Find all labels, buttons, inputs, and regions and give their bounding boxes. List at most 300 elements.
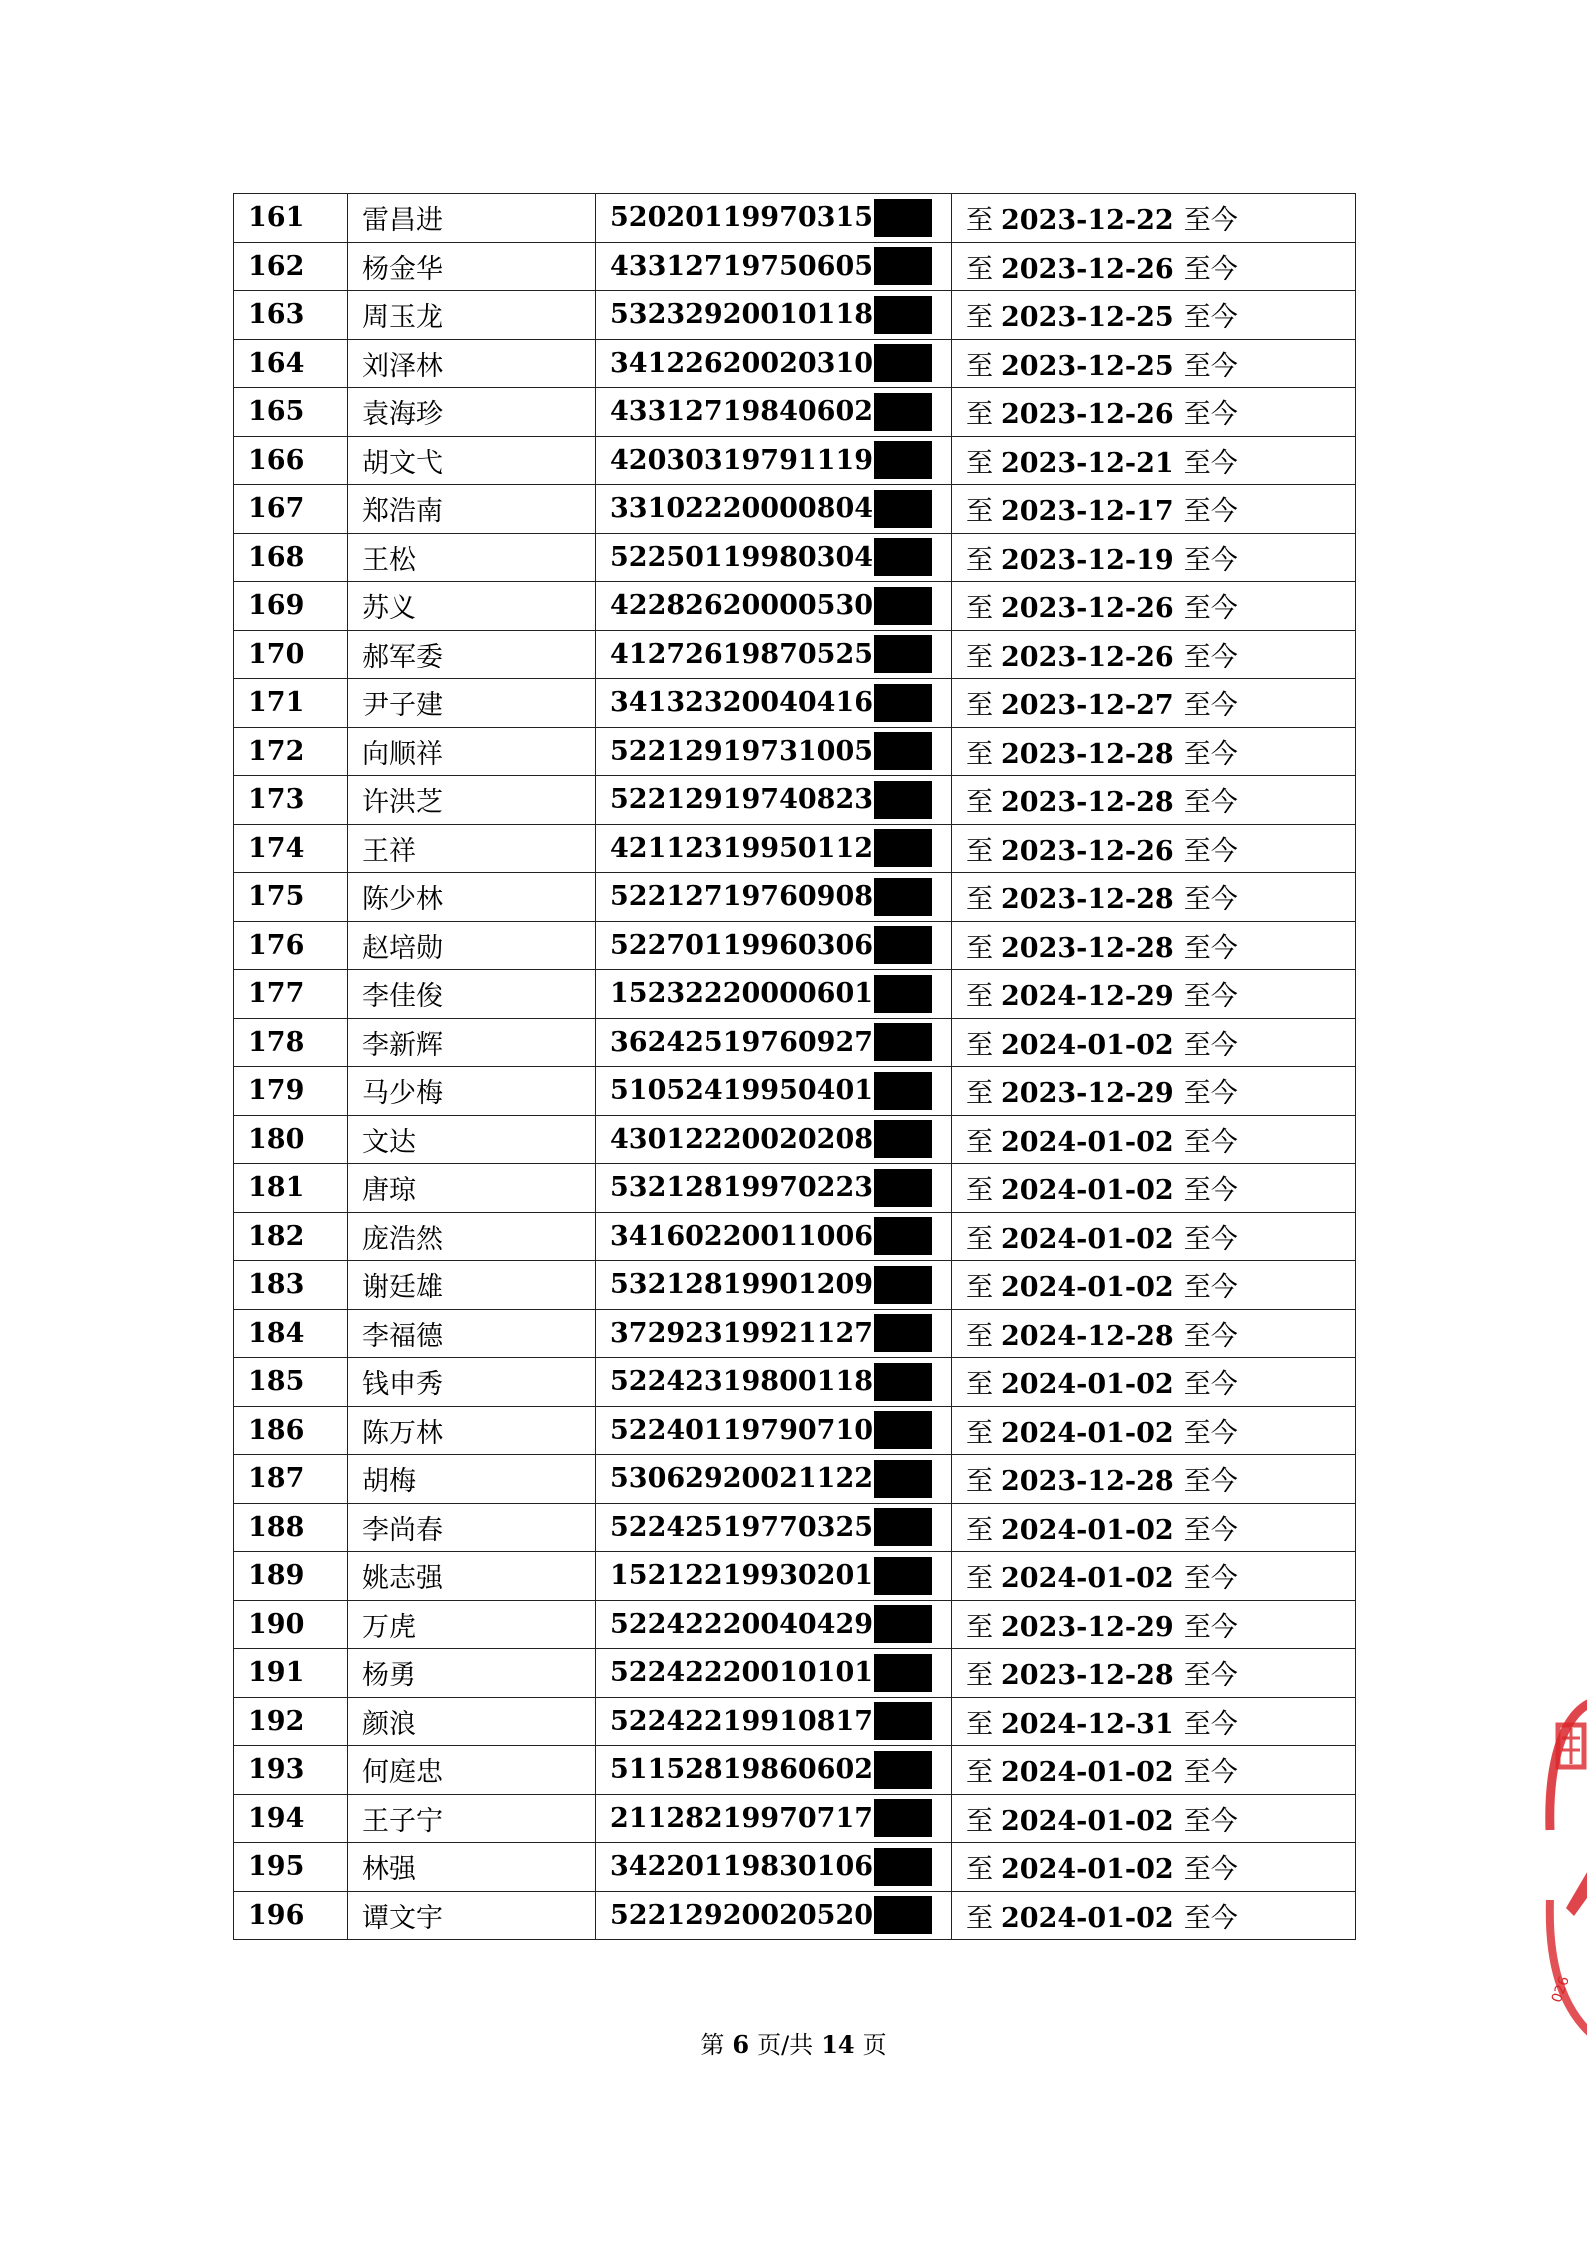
period-cell (952, 1600, 1356, 1649)
footer-prefix: 第 (700, 2031, 725, 2059)
period-date: 2024-01-02 (1001, 1854, 1174, 1886)
period-start-label: 至 (966, 350, 993, 382)
period-start-label: 至 (966, 302, 993, 334)
period-start-label: 至 (966, 1854, 993, 1886)
id-cell (596, 1212, 952, 1261)
name-cell (348, 1794, 596, 1843)
name-cell (348, 1649, 596, 1698)
row-number: 180 (248, 1123, 305, 1155)
period-start-label: 至 (966, 738, 993, 770)
period-date: 2024-01-02 (1001, 1272, 1174, 1304)
person-name: 林强 (362, 1854, 416, 1886)
redaction-block (874, 296, 932, 334)
period-end-label: 至今 (1183, 884, 1238, 916)
period-end-label: 至今 (1183, 1466, 1238, 1498)
row-number-cell (234, 873, 348, 922)
id-number: 43012220020208 (610, 1123, 874, 1155)
table-row (234, 194, 1356, 243)
period-end-label: 至今 (1183, 1369, 1238, 1401)
id-number: 52212920020520 (610, 1899, 874, 1931)
id-number: 33102220000804 (610, 493, 874, 525)
period-date: 2023-12-26 (1001, 253, 1174, 285)
period-end-label: 至今 (1183, 1902, 1238, 1934)
period-date: 2024-01-02 (1001, 1902, 1174, 1934)
id-cell (596, 1164, 952, 1213)
period-start-label: 至 (966, 690, 993, 722)
period-start-label: 至 (966, 496, 993, 528)
row-number-cell (234, 970, 348, 1019)
id-number: 53212819970223 (610, 1172, 874, 1204)
row-number-cell (234, 388, 348, 437)
redaction-block (874, 878, 932, 916)
period-start-label: 至 (966, 1417, 993, 1449)
row-number-cell (234, 1600, 348, 1649)
redaction-block (874, 926, 932, 964)
id-number: 52242219910817 (610, 1705, 874, 1737)
id-cell (596, 1455, 952, 1504)
row-number: 182 (248, 1220, 305, 1252)
period-start-label: 至 (966, 447, 993, 479)
period-cell (952, 873, 1356, 922)
name-cell (348, 1455, 596, 1504)
id-number: 41272619870525 (610, 638, 874, 670)
period-date: 2024-01-02 (1001, 1369, 1174, 1401)
id-number: 42282620000530 (610, 590, 874, 622)
footer-total-pages: 14 (821, 2030, 855, 2059)
table-row (234, 291, 1356, 340)
id-number: 52250119980304 (610, 541, 874, 573)
table-row (234, 1794, 1356, 1843)
person-name: 李新辉 (362, 1029, 443, 1061)
id-cell (596, 1600, 952, 1649)
row-number: 169 (248, 590, 305, 622)
table-row (234, 339, 1356, 388)
row-number: 166 (248, 444, 305, 476)
period-date: 2024-01-02 (1001, 1417, 1174, 1449)
period-start-label: 至 (966, 787, 993, 819)
period-date: 2024-12-31 (1001, 1708, 1174, 1740)
redaction-block (874, 732, 932, 770)
period-date: 2024-01-02 (1001, 1223, 1174, 1255)
row-number-cell (234, 485, 348, 534)
id-cell (596, 1843, 952, 1892)
redaction-block (874, 1460, 932, 1498)
period-cell (952, 1018, 1356, 1067)
row-number: 163 (248, 299, 305, 331)
row-number-cell (234, 921, 348, 970)
row-number: 167 (248, 493, 305, 525)
person-name: 万虎 (362, 1611, 416, 1643)
table-row (234, 1406, 1356, 1455)
row-number: 186 (248, 1414, 305, 1446)
period-end-label: 至今 (1183, 1708, 1238, 1740)
period-date: 2023-12-28 (1001, 884, 1174, 916)
period-cell (952, 1261, 1356, 1310)
name-cell (348, 436, 596, 485)
name-cell (348, 1843, 596, 1892)
period-start-label: 至 (966, 835, 993, 867)
redaction-block (874, 829, 932, 867)
row-number-cell (234, 1794, 348, 1843)
redaction-block (874, 1217, 932, 1255)
name-cell (348, 1746, 596, 1795)
row-number: 184 (248, 1317, 305, 1349)
id-cell (596, 776, 952, 825)
period-date: 2024-01-02 (1001, 1757, 1174, 1789)
id-cell (596, 582, 952, 631)
row-number-cell (234, 533, 348, 582)
period-date: 2023-12-28 (1001, 1466, 1174, 1498)
period-start-label: 至 (966, 1175, 993, 1207)
name-cell (348, 291, 596, 340)
row-number: 177 (248, 978, 305, 1010)
name-cell (348, 582, 596, 631)
id-cell (596, 242, 952, 291)
name-cell (348, 1503, 596, 1552)
id-cell (596, 1018, 952, 1067)
id-number: 34122620020310 (610, 347, 874, 379)
period-date: 2023-12-17 (1001, 496, 1174, 528)
footer-middle: 页/共 (757, 2031, 814, 2059)
period-date: 2023-12-19 (1001, 544, 1174, 576)
redaction-block (874, 684, 932, 722)
period-date: 2023-12-26 (1001, 399, 1174, 431)
id-cell (596, 970, 952, 1019)
row-number: 190 (248, 1608, 305, 1640)
period-date: 2023-12-25 (1001, 302, 1174, 334)
person-name: 胡文弋 (362, 447, 443, 479)
period-end-label: 至今 (1183, 1660, 1238, 1692)
period-start-label: 至 (966, 593, 993, 625)
period-date: 2024-01-02 (1001, 1029, 1174, 1061)
id-number: 42030319791119 (610, 444, 874, 476)
period-end-label: 至今 (1183, 787, 1238, 819)
period-cell (952, 824, 1356, 873)
period-cell (952, 339, 1356, 388)
period-cell (952, 1455, 1356, 1504)
period-start-label: 至 (966, 1369, 993, 1401)
period-cell (952, 1503, 1356, 1552)
table-row (234, 1649, 1356, 1698)
id-number: 53212819901209 (610, 1269, 874, 1301)
row-number: 192 (248, 1705, 305, 1737)
id-cell (596, 339, 952, 388)
name-cell (348, 1600, 596, 1649)
period-start-label: 至 (966, 1466, 993, 1498)
period-start-label: 至 (966, 1902, 993, 1934)
row-number-cell (234, 1843, 348, 1892)
period-start-label: 至 (966, 1320, 993, 1352)
period-date: 2023-12-29 (1001, 1078, 1174, 1110)
period-end-label: 至今 (1183, 1757, 1238, 1789)
person-name: 杨金华 (362, 253, 443, 285)
table-row (234, 1891, 1356, 1940)
row-number: 183 (248, 1269, 305, 1301)
redaction-block (874, 635, 932, 673)
svg-text:026: 026 (1548, 1974, 1573, 2005)
period-cell (952, 1891, 1356, 1940)
name-cell (348, 1697, 596, 1746)
person-name: 雷昌进 (362, 205, 443, 237)
redaction-block (874, 1411, 932, 1449)
id-number: 34132320040416 (610, 687, 874, 719)
table-row (234, 1455, 1356, 1504)
period-end-label: 至今 (1183, 641, 1238, 673)
period-cell (952, 1164, 1356, 1213)
person-name: 袁海珍 (362, 399, 443, 431)
id-cell (596, 291, 952, 340)
id-cell (596, 1503, 952, 1552)
table-row (234, 970, 1356, 1019)
period-end-label: 至今 (1183, 738, 1238, 770)
person-name: 颜浪 (362, 1708, 416, 1740)
table-row (234, 921, 1356, 970)
name-cell (348, 727, 596, 776)
period-start-label: 至 (966, 1126, 993, 1158)
person-name: 王祥 (362, 835, 416, 867)
period-cell (952, 242, 1356, 291)
period-cell (952, 921, 1356, 970)
period-cell (952, 1358, 1356, 1407)
seal-stamp-icon (1540, 1680, 1587, 2060)
person-name: 谢廷雄 (362, 1272, 443, 1304)
person-name: 谭文宇 (362, 1902, 443, 1934)
id-cell (596, 630, 952, 679)
id-cell (596, 1891, 952, 1940)
redaction-block (874, 199, 932, 237)
period-cell (952, 679, 1356, 728)
redaction-block (874, 1799, 932, 1837)
period-cell (952, 436, 1356, 485)
table-row (234, 1843, 1356, 1892)
id-cell (596, 824, 952, 873)
period-date: 2023-12-26 (1001, 641, 1174, 673)
redaction-block (874, 1654, 932, 1692)
period-end-label: 至今 (1183, 1563, 1238, 1595)
table-row (234, 1164, 1356, 1213)
row-number: 165 (248, 396, 305, 428)
id-cell (596, 194, 952, 243)
row-number-cell (234, 1697, 348, 1746)
period-start-label: 至 (966, 1563, 993, 1595)
table-row (234, 1309, 1356, 1358)
table-row (234, 1697, 1356, 1746)
row-number-cell (234, 339, 348, 388)
table-row (234, 1018, 1356, 1067)
period-date: 2023-12-27 (1001, 690, 1174, 722)
period-start-label: 至 (966, 1611, 993, 1643)
period-date: 2023-12-26 (1001, 593, 1174, 625)
row-number-cell (234, 1115, 348, 1164)
row-number-cell (234, 1503, 348, 1552)
id-number: 15212219930201 (610, 1560, 874, 1592)
person-name: 郝军委 (362, 641, 443, 673)
row-number: 194 (248, 1802, 305, 1834)
row-number: 187 (248, 1463, 305, 1495)
table-row (234, 873, 1356, 922)
table-row (234, 1212, 1356, 1261)
redaction-block (874, 781, 932, 819)
row-number: 162 (248, 250, 305, 282)
redaction-block (874, 393, 932, 431)
id-number: 52212719760908 (610, 881, 874, 913)
name-cell (348, 1552, 596, 1601)
person-name: 陈少林 (362, 884, 443, 916)
period-cell (952, 1212, 1356, 1261)
id-number: 52212919740823 (610, 784, 874, 816)
row-number: 178 (248, 1026, 305, 1058)
period-cell (952, 1115, 1356, 1164)
id-number: 52242220040429 (610, 1608, 874, 1640)
row-number-cell (234, 776, 348, 825)
id-number: 52270119960306 (610, 929, 874, 961)
id-number: 34160220011006 (610, 1220, 874, 1252)
footer-suffix: 页 (862, 2031, 887, 2059)
footer-page-number: 6 (732, 2030, 750, 2059)
row-number-cell (234, 1018, 348, 1067)
person-name: 许洪芝 (362, 787, 443, 819)
id-cell (596, 436, 952, 485)
row-number-cell (234, 1212, 348, 1261)
redaction-block (874, 490, 932, 528)
id-number: 37292319921127 (610, 1317, 874, 1349)
redaction-block (874, 344, 932, 382)
period-cell (952, 194, 1356, 243)
name-cell (348, 1358, 596, 1407)
redaction-block (874, 1363, 932, 1401)
name-cell (348, 776, 596, 825)
period-end-label: 至今 (1183, 1611, 1238, 1643)
row-number: 196 (248, 1899, 305, 1931)
id-number: 34220119830106 (610, 1851, 874, 1883)
redaction-block (874, 1557, 932, 1595)
roster-table-body (234, 194, 1356, 1940)
table-row (234, 1503, 1356, 1552)
name-cell (348, 1018, 596, 1067)
table-row (234, 1600, 1356, 1649)
row-number-cell (234, 291, 348, 340)
period-cell (952, 582, 1356, 631)
roster-table (233, 193, 1356, 1940)
person-name: 胡梅 (362, 1466, 416, 1498)
table-row (234, 436, 1356, 485)
person-name: 钱申秀 (362, 1369, 443, 1401)
period-end-label: 至今 (1183, 1272, 1238, 1304)
period-date: 2023-12-28 (1001, 738, 1174, 770)
row-number-cell (234, 1891, 348, 1940)
table-row (234, 242, 1356, 291)
id-number: 51152819860602 (610, 1754, 874, 1786)
person-name: 刘泽林 (362, 350, 443, 382)
table-row (234, 1552, 1356, 1601)
period-end-label: 至今 (1183, 1175, 1238, 1207)
name-cell (348, 1891, 596, 1940)
row-number-cell (234, 824, 348, 873)
period-end-label: 至今 (1183, 1320, 1238, 1352)
person-name: 苏义 (362, 593, 416, 625)
row-number-cell (234, 1164, 348, 1213)
table-row (234, 1067, 1356, 1116)
name-cell (348, 485, 596, 534)
row-number-cell (234, 1261, 348, 1310)
id-number: 43312719750605 (610, 250, 874, 282)
id-cell (596, 1649, 952, 1698)
period-end-label: 至今 (1183, 544, 1238, 576)
id-cell (596, 388, 952, 437)
id-number: 42112319950112 (610, 832, 874, 864)
name-cell (348, 1212, 596, 1261)
redaction-block (874, 1848, 932, 1886)
person-name: 李福德 (362, 1320, 443, 1352)
row-number-cell (234, 1649, 348, 1698)
row-number: 188 (248, 1511, 305, 1543)
period-date: 2024-01-02 (1001, 1126, 1174, 1158)
id-number: 52240119790710 (610, 1414, 874, 1446)
person-name: 马少梅 (362, 1078, 443, 1110)
name-cell (348, 679, 596, 728)
id-number: 52242519770325 (610, 1511, 874, 1543)
row-number-cell (234, 679, 348, 728)
redaction-block (874, 1751, 932, 1789)
id-cell (596, 533, 952, 582)
redaction-block (874, 538, 932, 576)
row-number: 175 (248, 881, 305, 913)
id-cell (596, 1794, 952, 1843)
period-start-label: 至 (966, 1514, 993, 1546)
redaction-block (874, 1896, 932, 1934)
person-name: 李尚春 (362, 1514, 443, 1546)
period-cell (952, 1794, 1356, 1843)
id-number: 51052419950401 (610, 1075, 874, 1107)
id-number: 43312719840602 (610, 396, 874, 428)
period-cell (952, 291, 1356, 340)
period-start-label: 至 (966, 544, 993, 576)
period-cell (952, 776, 1356, 825)
redaction-block (874, 1266, 932, 1304)
row-number-cell (234, 1067, 348, 1116)
period-date: 2023-12-28 (1001, 787, 1174, 819)
period-end-label: 至今 (1183, 1417, 1238, 1449)
person-name: 赵培勋 (362, 932, 443, 964)
row-number: 168 (248, 541, 305, 573)
table-row (234, 776, 1356, 825)
name-cell (348, 1261, 596, 1310)
id-cell (596, 1406, 952, 1455)
row-number: 176 (248, 929, 305, 961)
row-number-cell (234, 1552, 348, 1601)
name-cell (348, 533, 596, 582)
row-number: 173 (248, 784, 305, 816)
table-row (234, 388, 1356, 437)
period-cell (952, 1309, 1356, 1358)
period-end-label: 至今 (1183, 447, 1238, 479)
period-end-label: 至今 (1183, 1854, 1238, 1886)
period-end-label: 至今 (1183, 496, 1238, 528)
period-start-label: 至 (966, 1272, 993, 1304)
period-date: 2024-01-02 (1001, 1175, 1174, 1207)
id-cell (596, 1552, 952, 1601)
table-row (234, 727, 1356, 776)
period-start-label: 至 (966, 253, 993, 285)
period-start-label: 至 (966, 1078, 993, 1110)
id-number: 52242319800118 (610, 1366, 874, 1398)
id-number: 36242519760927 (610, 1026, 874, 1058)
period-cell (952, 1697, 1356, 1746)
name-cell (348, 194, 596, 243)
row-number: 161 (248, 202, 305, 234)
row-number-cell (234, 727, 348, 776)
table-row (234, 1358, 1356, 1407)
